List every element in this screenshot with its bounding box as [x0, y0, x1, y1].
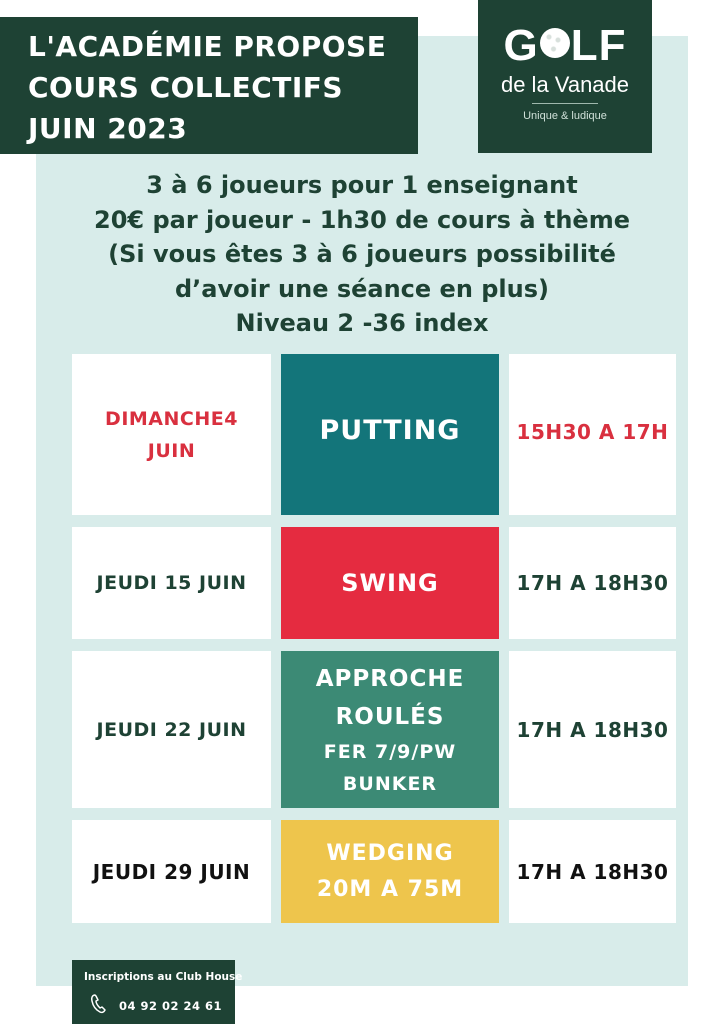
session-date-cell	[72, 820, 271, 923]
session-activity-cell	[281, 820, 499, 923]
session-date: JEUDI 22 JUIN	[96, 718, 247, 741]
golf-ball-icon	[540, 28, 570, 58]
logo-wordmark	[478, 21, 652, 70]
session-activity-line: FER 7/9/PW	[323, 740, 457, 763]
logo-golf-start: G	[503, 21, 539, 70]
golf-logo	[478, 0, 652, 153]
logo-subtitle: de la Vanade	[500, 72, 630, 97]
session-date: JEUDI 15 JUIN	[96, 572, 247, 594]
session-date-line: JUIN	[147, 439, 196, 462]
session-date-line: DIMANCHE4	[105, 407, 238, 430]
session-activity-line: WEDGING	[326, 840, 454, 866]
session-date: JEUDI 29 JUIN	[92, 859, 251, 884]
info-line-extra-1: (Si vous êtes 3 à 6 joueurs possibilité	[108, 240, 616, 269]
session-time-cell	[509, 651, 676, 808]
footer-phone-number[interactable]: 04 92 02 24 61	[119, 999, 223, 1013]
logo-divider	[532, 103, 598, 104]
title-line-1: L'ACADÉMIE PROPOSE	[28, 30, 387, 63]
session-activity: SWING	[341, 569, 439, 597]
session-date-cell	[72, 527, 271, 639]
session-activity-line: 20M A 75M	[316, 876, 464, 902]
session-time: 17H A 18H30	[516, 717, 669, 742]
session-activity-cell	[281, 527, 499, 639]
session-date-cell	[72, 651, 271, 808]
session-activity-line: ROULÉS	[335, 703, 445, 730]
session-date-cell	[72, 354, 271, 515]
title-line-2: COURS COLLECTIFS	[28, 71, 344, 104]
session-time-cell	[509, 354, 676, 515]
session-activity: PUTTING	[319, 414, 461, 446]
info-block	[36, 168, 688, 341]
session-time-cell	[509, 527, 676, 639]
session-time: 17H A 18H30	[516, 859, 669, 884]
logo-tagline: Unique & ludique	[523, 110, 607, 122]
title-line-3: JUIN 2023	[28, 112, 188, 145]
registration-footer	[72, 960, 243, 1024]
logo-golf-end: LF	[570, 21, 627, 70]
session-activity-line: BUNKER	[342, 772, 438, 795]
title-banner	[0, 17, 418, 154]
session-activity	[317, 836, 463, 908]
session-activity-cell	[281, 354, 499, 515]
info-line-players: 3 à 6 joueurs pour 1 enseignant	[146, 171, 578, 199]
session-time: 17H A 18H30	[516, 571, 669, 595]
info-line-price: 20€ par joueur - 1h30 de cours à thème	[94, 205, 630, 234]
session-activity-cell	[281, 651, 499, 808]
footer-label: Inscriptions au Club House	[84, 971, 243, 983]
phone-icon	[90, 994, 106, 1014]
session-activity	[316, 660, 465, 800]
info-line-level: Niveau 2 -36 index	[235, 309, 489, 338]
session-date	[105, 403, 238, 467]
session-activity-line: APPROCHE	[315, 665, 465, 692]
info-line-extra-2: d’avoir une séance en plus)	[174, 274, 549, 303]
session-time: 15H30 A 17H	[516, 419, 669, 444]
session-time-cell	[509, 820, 676, 923]
